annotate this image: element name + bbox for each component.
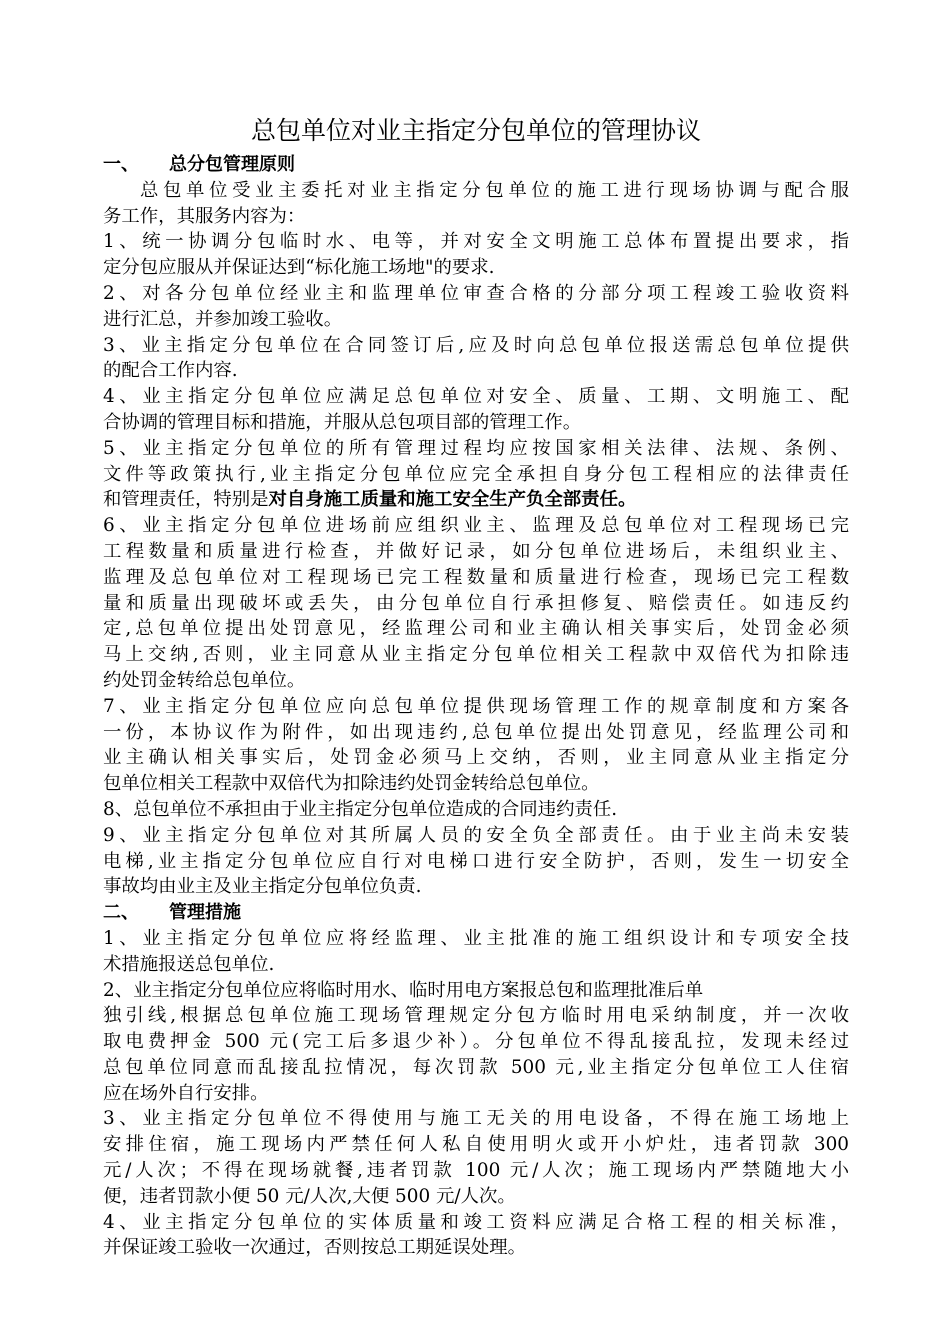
paragraph-line: 工程数量和质量进行检查，并做好记录，如分包单位进场后，未组织业主、	[103, 540, 849, 562]
paragraph-line: 电梯,业主指定分包单位应自行对电梯口进行安全防护，否则，发生一切安全	[103, 850, 849, 872]
section-heading	[103, 152, 849, 178]
paragraph-line: 取电费押金 500 元(完工后多退少补）。分包单位不得乱接乱拉，发现未经过	[103, 1031, 849, 1053]
emphasized-text: 对自身施工质量和施工安全生产负全部责任。	[268, 489, 637, 511]
paragraph-line: 9、业主指定分包单位对其所属人员的安全负全部责任。由于业主尚未安装	[103, 824, 849, 846]
paragraph-line: 3、业主指定分包单位在合同签订后,应及时向总包单位报送需总包单位提供	[103, 334, 849, 356]
paragraph-line: 2、业主指定分包单位应将临时用水、临时用电方案报总包和监理批准后单	[103, 979, 704, 1001]
paragraph-line: 进行汇总，并参加竣工验收。	[103, 308, 343, 330]
paragraph-line: 一份，本协议作为附件，如出现违约,总包单位提出处罚意见，经监理公司和	[103, 721, 849, 743]
document-title: 总包单位对业主指定分包单位的管理协议	[250, 116, 701, 145]
paragraph-line: 6、业主指定分包单位进场前应组织业主、监理及总包单位对工程现场已完	[103, 515, 849, 537]
paragraph-line: 1、业主指定分包单位应将经监理、业主批准的施工组织设计和专项安全技	[103, 927, 849, 949]
paragraph-line: 应在场外自行安排。	[103, 1082, 269, 1104]
paragraph-text: 和管理责任，特别是	[103, 489, 269, 511]
paragraph-line: 的配合工作内容.	[103, 360, 238, 382]
paragraph-line: 文件等政策执行,业主指定分包单位应完全承担自身分包工程相应的法律责任	[103, 463, 849, 485]
paragraph-line: 业主确认相关事实后，处罚金必须马上交纳，否则，业主同意从业主指定分	[103, 747, 849, 769]
document-page	[103, 114, 849, 1261]
paragraph-line: 监理及总包单位对工程现场已完工程数量和质量进行检查，现场已完工程数	[103, 566, 849, 588]
section-number: 一、	[103, 154, 139, 175]
paragraph-line: 合协调的管理目标和措施，并服从总包项目部的管理工作。	[103, 411, 582, 433]
paragraph-line	[103, 487, 849, 513]
paragraph-line: 务工作，其服务内容为：	[103, 205, 306, 227]
paragraph-line: 安排住宿，施工现场内严禁任何人私自使用明火或开小炉灶，违者罚款 300	[103, 1134, 849, 1156]
paragraph-line: 5、业主指定分包单位的所有管理过程均应按国家相关法律、法规、条例、	[103, 437, 849, 459]
paragraph-line: 4、业主指定分包单位应满足总包单位对安全、质量、工期、文明施工、配	[103, 386, 849, 408]
paragraph-line: 总包单位受业主委托对业主指定分包单位的施工进行现场协调与配合服	[140, 179, 849, 201]
paragraph-line: 便，违者罚款小便 50 元/人次,大便 500 元/人次。	[103, 1185, 516, 1207]
paragraph-line: 并保证竣工验收一次通过，否则按总工期延误处理。	[103, 1237, 526, 1259]
paragraph-line: 约处罚金转给总包单位。	[103, 669, 306, 691]
section-title: 管理措施	[169, 902, 241, 924]
section-title: 总分包管理原则	[169, 154, 295, 175]
paragraph-line: 定,总包单位提出处罚意见，经监理公司和业主确认相关事实后，处罚金必须	[103, 618, 849, 640]
paragraph-line: 事故均由业主及业主指定分包单位负责.	[103, 876, 422, 898]
paragraph-line: 7、业主指定分包单位应向总包单位提供现场管理工作的规章制度和方案各	[103, 695, 849, 717]
paragraph-line: 4、业主指定分包单位的实体质量和竣工资料应满足合格工程的相关标准，	[103, 1211, 849, 1233]
paragraph-line: 3、业主指定分包单位不得使用与施工无关的用电设备，不得在施工场地上	[103, 1108, 849, 1130]
paragraph-line: 2、对各分包单位经业主和监理单位审查合格的分部分项工程竣工验收资料	[103, 282, 849, 304]
paragraph-line: 总包单位同意而乱接乱拉情况，每次罚款 500 元,业主指定分包单位工人住宿	[103, 1056, 849, 1078]
paragraph-line: 术措施报送总包单位.	[103, 953, 275, 975]
paragraph-line: 1、统一协调分包临时水、电等，并对安全文明施工总体布置提出要求，指	[103, 231, 849, 253]
paragraph-line: 独引线,根据总包单位施工现场管理规定分包方临时用电采纳制度，并一次收	[103, 1005, 849, 1027]
paragraph-line: 定分包应服从并保证达到“标化施工场地"的要求.	[103, 257, 495, 279]
section-number: 二、	[103, 902, 139, 924]
paragraph-line: 元/人次；不得在现场就餐,违者罚款 100 元/人次；施工现场内严禁随地大小	[103, 1160, 849, 1182]
paragraph-line: 8、总包单位不承担由于业主指定分包单位造成的合同违约责任.	[103, 798, 618, 820]
paragraph-line: 马上交纳,否则，业主同意从业主指定分包单位相关工程款中双倍代为扣除违	[103, 644, 849, 666]
paragraph-line: 包单位相关工程款中双倍代为扣除违约处罚金转给总包单位。	[103, 773, 600, 795]
section-heading	[103, 900, 849, 926]
paragraph-line: 量和质量出现破坏或丢失，由分包单位自行承担修复、赔偿责任。如违反约	[103, 592, 849, 614]
